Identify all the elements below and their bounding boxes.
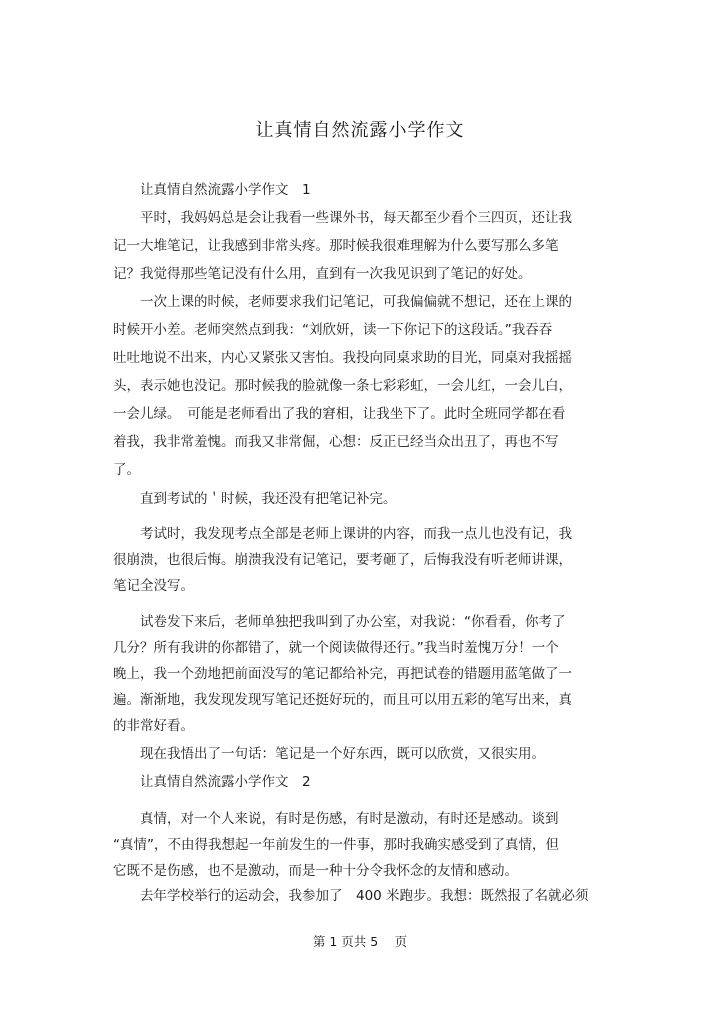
paragraph-line: 很崩溃，也很后悔。崩溃我没有记笔记，要考砸了，后悔我没有听老师讲课， [113, 552, 572, 568]
paragraph-line: 了。 [113, 462, 140, 478]
paragraph-line: 去年学校举行的运动会，我参加了 400 米跑步。我想：既然报了名就必须 [140, 888, 589, 904]
paragraph-line: 时候开小差。老师突然点到我：“刘欣妍，读一下你记下的这段话。”我吞吞 [113, 322, 553, 338]
paragraph-line: 遍。渐渐地，我发现发现写笔记还挺好玩的，而且可以用五彩的笔写出来，真 [113, 692, 572, 708]
paragraph-line: 一会儿绿。 可能是老师看出了我的窘相，让我坐下了。此时全班同学都在看 [113, 406, 566, 422]
page-footer: 第 1 页共 5 页 [312, 934, 408, 949]
paragraph-line: 一次上课的时候，老师要求我们记笔记，可我偏偏就不想记，还在上课的 [140, 294, 572, 310]
paragraph-line: 现在我悟出了一句话：笔记是一个好东西，既可以欣赏，又很实用。 [140, 746, 545, 762]
paragraph-line: 直到考试的＇时候，我还没有把笔记补完。 [140, 491, 397, 507]
section-heading-1: 让真情自然流露小学作文 1 [140, 182, 311, 198]
paragraph-line: 平时，我妈妈总是会让我看一些课外书，每天都至少看个三四页，还让我 [140, 210, 572, 226]
paragraph-line: 记一大堆笔记，让我感到非常头疼。那时候我很难理解为什么要写那么多笔 [113, 238, 559, 254]
paragraph-line: 真情，对一个人来说，有时是伤感，有时是激动，有时还是感动。谈到 [140, 811, 559, 827]
paragraph-line: 记？我觉得那些笔记没有什么用，直到有一次我见识到了笔记的好处。 [113, 266, 532, 282]
paragraph-line: “真情”，不由得我想起一年前发生的一件事，那时我确实感受到了真情，但 [113, 837, 559, 853]
paragraph-line: 吐吐地说不出来，内心又紧张又害怕。我投向同桌求助的目光，同桌对我摇摇 [113, 350, 572, 366]
paragraph-line: 考试时，我发现考点全部是老师上课讲的内容，而我一点儿也没有记，我 [140, 526, 572, 542]
document-title: 让真情自然流露小学作文 [255, 120, 465, 141]
paragraph-line: 着我，我非常羞愧。而我又非常倔，心想：反正已经当众出丑了，再也不写 [113, 434, 559, 450]
paragraph-line: 的非常好看。 [113, 718, 194, 734]
paragraph-line: 晚上，我一个劲地把前面没写的笔记都给补完，再把试卷的错题用蓝笔做了一 [113, 666, 572, 682]
paragraph-line: 头，表示她也没记。那时候我的脸就像一条七彩彩虹，一会儿红，一会儿白， [113, 378, 572, 394]
paragraph-line: 几分？所有我讲的你都错了，就一个阅读做得还行。”我当时羞愧万分！一个 [113, 640, 559, 656]
paragraph-line: 笔记全没写。 [113, 578, 194, 594]
section-heading-2: 让真情自然流露小学作文 2 [140, 774, 311, 790]
paragraph-line: 试卷发下来后，老师单独把我叫到了办公室，对我说：“你看看，你考了 [140, 614, 566, 630]
paragraph-line: 它既不是伤感，也不是激动，而是一种十分令我怀念的友情和感动。 [113, 863, 518, 879]
